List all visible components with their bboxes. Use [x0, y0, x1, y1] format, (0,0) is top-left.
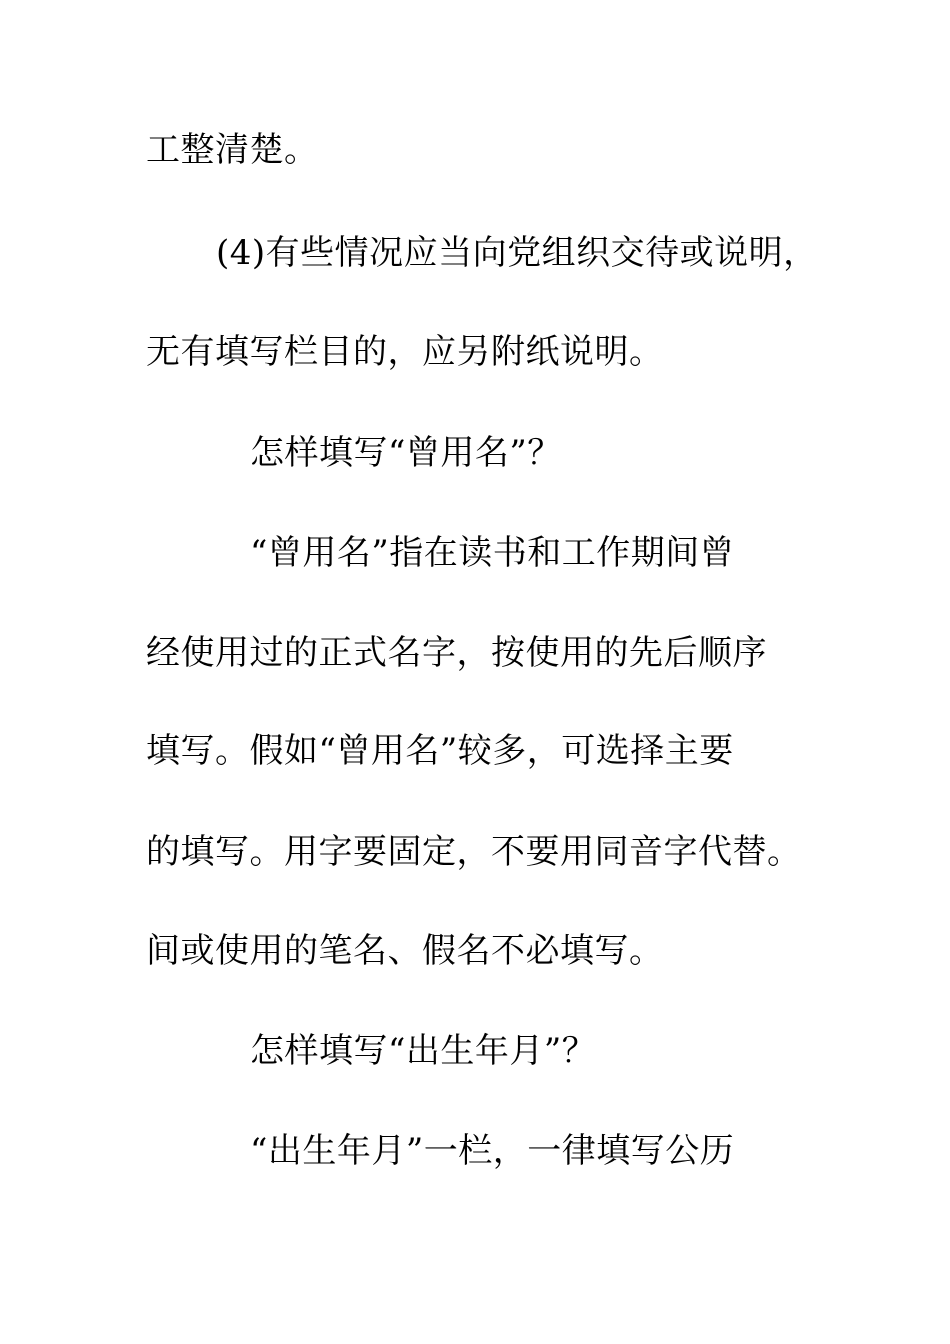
text-line: 填写。假如“曾用名”较多，可选择主要: [146, 731, 734, 771]
text-line: “出生年月”一栏，一律填写公历: [250, 1131, 735, 1171]
section-heading: 怎样填写“出生年月”？: [250, 1031, 597, 1071]
text-line: (4)有些情况应当向党组织交待或说明，: [216, 233, 818, 273]
section-heading: 怎样填写“曾用名”？: [250, 433, 562, 473]
text-line: 间或使用的笔名、假名不必填写。: [146, 931, 664, 971]
text-line: “曾用名”指在读书和工作期间曾: [250, 533, 735, 573]
text-line: 的填写。用字要固定，不要用同音字代替。: [146, 832, 802, 872]
text-line: 工整清楚。: [146, 130, 319, 170]
text-line: 经使用过的正式名字，按使用的先后顺序: [146, 633, 767, 673]
text-line: 无有填写栏目的，应另附纸说明。: [146, 332, 664, 372]
